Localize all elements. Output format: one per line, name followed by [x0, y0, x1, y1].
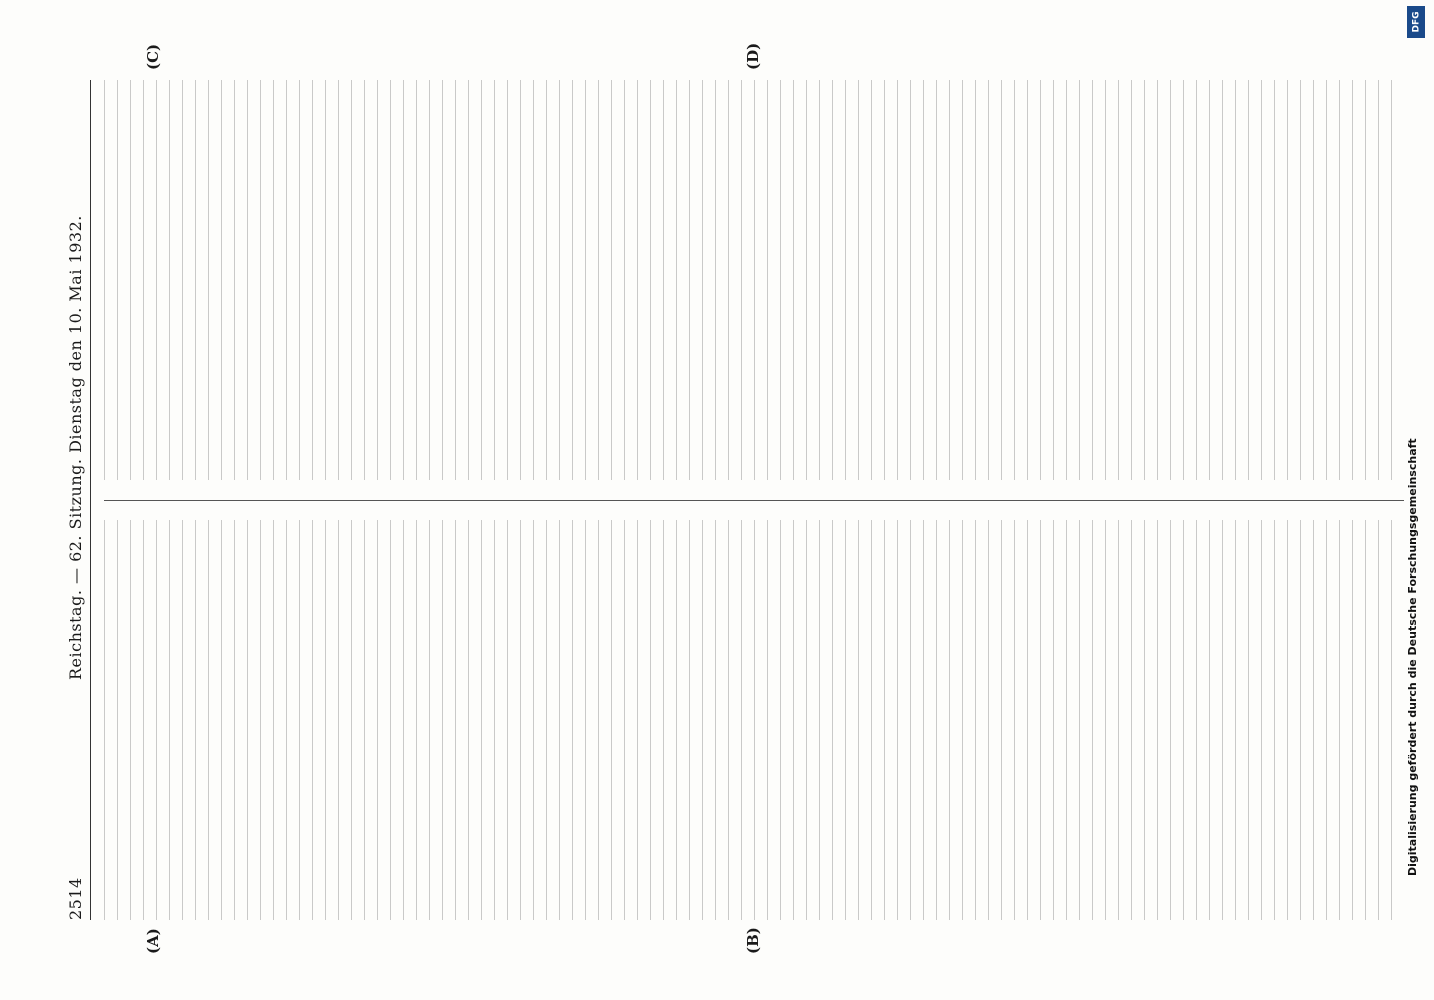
- dfg-logo: DFG: [1407, 6, 1425, 38]
- margin-mark-b: (B): [744, 927, 762, 954]
- running-head-title: Reichstag. — 62. Sitzung. Dienstag den 10. Mai 1932.: [66, 215, 85, 680]
- left-column-text-block: [104, 520, 1404, 920]
- margin-mark-a: (A): [144, 928, 162, 954]
- column-divider: [104, 500, 1404, 501]
- right-column-text-block: [104, 80, 1404, 480]
- page-number: 2514: [66, 877, 85, 920]
- text-columns: [104, 42, 1404, 954]
- running-head: [60, 80, 94, 920]
- header-rule: [90, 80, 91, 920]
- rotated-document-sheet: [60, 42, 1410, 954]
- margin-mark-d: (D): [744, 42, 762, 70]
- attribution-text: Digitalisierung gefördert durch die Deutsche Forschungsgemeinschaft: [1406, 438, 1419, 876]
- margin-mark-c: (C): [144, 43, 162, 70]
- attribution-strip: [1404, 6, 1428, 994]
